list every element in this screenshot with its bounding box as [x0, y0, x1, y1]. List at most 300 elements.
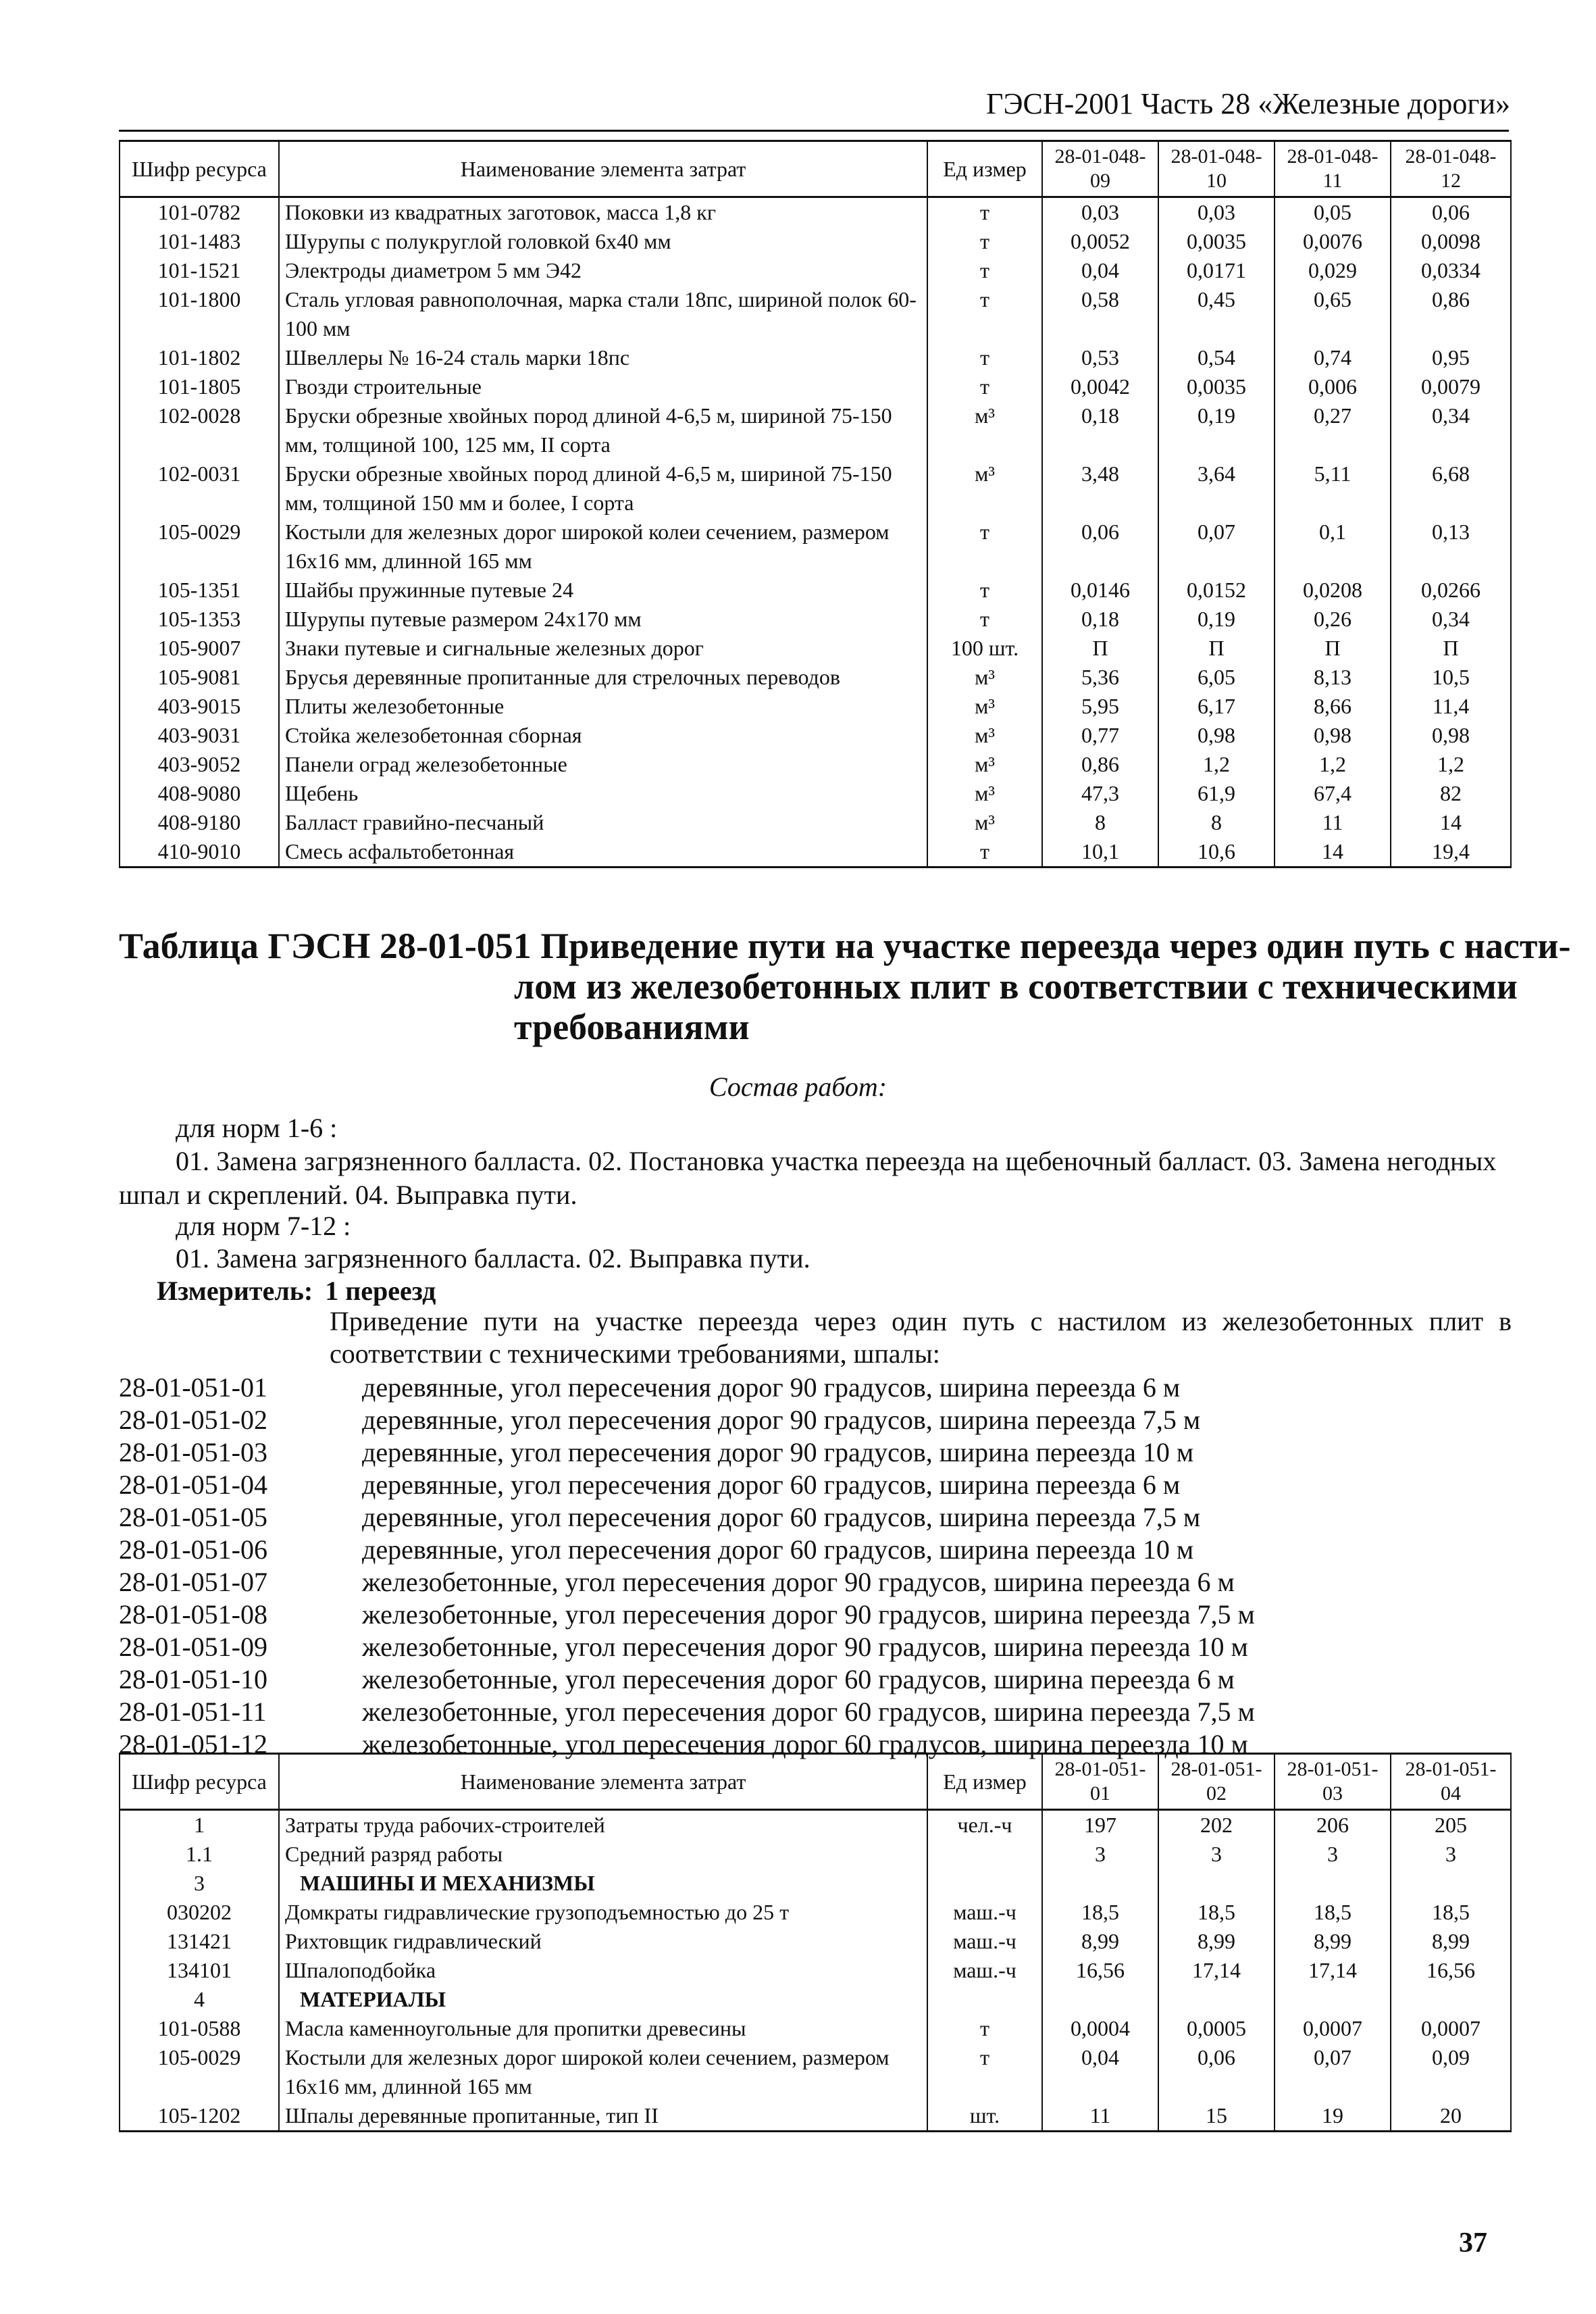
norm-value: 16,56	[1391, 1956, 1511, 1985]
norm-value: 10,1	[1042, 837, 1158, 867]
table-row	[120, 634, 1511, 663]
resource-name: Шайбы пружинные путевые 24	[279, 576, 927, 605]
norm-value	[1158, 1985, 1275, 2014]
norm-value: 20	[1391, 2101, 1511, 2132]
resource-name: Домкраты гидравлические грузоподъемностью до 25 т	[279, 1898, 927, 1927]
norm-value: 18,5	[1042, 1898, 1158, 1927]
resource-name: Стойка железобетонная сборная	[279, 721, 927, 750]
norm-list-item	[119, 1469, 1510, 1501]
norm-code: 28-01-051-04	[119, 1469, 267, 1500]
unit: т	[927, 837, 1042, 867]
norm-value: 18,5	[1391, 1898, 1511, 1927]
norm-value: 0,0007	[1391, 2014, 1511, 2043]
resource-name: Брусья деревянные пропитанные для стрелочных переводов	[279, 663, 927, 692]
unit: т	[927, 372, 1042, 401]
norm-code: 28-01-051-08	[119, 1599, 267, 1630]
resource-code: 105-1202	[120, 2101, 279, 2132]
unit: м³	[927, 663, 1042, 692]
table-row	[120, 1840, 1511, 1869]
norm-code: 28-01-051-12	[119, 1729, 267, 1759]
norm-value: 0,98	[1158, 721, 1275, 750]
resource-code: 101-1521	[120, 256, 279, 285]
norm-value: 0,0334	[1391, 256, 1511, 285]
table-row	[120, 227, 1511, 256]
unit: т	[927, 227, 1042, 256]
resource-code: 1	[120, 1810, 279, 1840]
norm-code: 28-01-051-01	[119, 1372, 267, 1403]
unit: м³	[927, 779, 1042, 808]
unit: м³	[927, 721, 1042, 750]
column-header: 28-01-048-09	[1042, 141, 1158, 197]
work-list	[119, 1145, 1510, 1212]
norm-value: 0,0076	[1275, 227, 1391, 256]
table-row	[120, 837, 1511, 867]
norm-list-item	[119, 1534, 1510, 1566]
table-row	[120, 401, 1511, 459]
column-header: 28-01-051-01	[1042, 1754, 1158, 1810]
table-title-line: Таблица ГЭСН 28-01-051 Приведение пути на участке переезда через один путь с насти-	[119, 926, 1571, 966]
norm-text: деревянные, угол пересечения дорог 90 градусов, ширина переезда 10 м	[362, 1437, 1194, 1467]
norm-value: 0,0266	[1391, 576, 1511, 605]
table-row	[120, 2101, 1511, 2132]
norm-text: железобетонные, угол пересечения дорог 60 градусов, ширина переезда 7,5 м	[362, 1696, 1255, 1727]
header-rule	[119, 130, 1509, 132]
norm-value: 0,06	[1042, 518, 1158, 576]
norm-text: железобетонные, угол пересечения дорог 90 градусов, ширина переезда 7,5 м	[362, 1599, 1255, 1630]
norm-value: 19	[1275, 2101, 1391, 2132]
norm-value: 6,17	[1158, 692, 1275, 721]
resource-code: 403-9031	[120, 721, 279, 750]
norm-text: железобетонные, угол пересечения дорог 90 градусов, ширина переезда 10 м	[362, 1632, 1248, 1662]
norm-value: 16,56	[1042, 1956, 1158, 1985]
norm-value: 0,07	[1275, 2043, 1391, 2101]
running-header: ГЭСН-2001 Часть 28 «Железные дороги»	[986, 87, 1510, 120]
resource-code: 101-1800	[120, 285, 279, 343]
norm-code: 28-01-051-05	[119, 1502, 267, 1532]
resource-name: Затраты труда рабочих-строителей	[279, 1810, 927, 1840]
norm-value	[1391, 1869, 1511, 1898]
norm-value: 0,04	[1042, 2043, 1158, 2101]
norm-value: П	[1275, 634, 1391, 663]
unit: т	[927, 197, 1042, 228]
resource-name: Швеллеры № 16-24 сталь марки 18пс	[279, 343, 927, 372]
resource-name: Шпалы деревянные пропитанные, тип II	[279, 2101, 927, 2132]
norm-value	[1042, 1869, 1158, 1898]
norm-value: 8,99	[1391, 1927, 1511, 1956]
norm-value: 8,13	[1275, 663, 1391, 692]
norm-value	[1275, 1985, 1391, 2014]
norm-value: П	[1042, 634, 1158, 663]
norms-range-label: для норм 1-6 :	[176, 1113, 338, 1143]
resource-name: Средний разряд работы	[279, 1840, 927, 1869]
norm-value: 0,13	[1391, 518, 1511, 576]
resource-name: Гвозди строительные	[279, 372, 927, 401]
resource-code: 101-1805	[120, 372, 279, 401]
norm-value: 8,99	[1275, 1927, 1391, 1956]
resource-name: Панели оград железобетонные	[279, 750, 927, 779]
resource-code: 105-0029	[120, 518, 279, 576]
norm-value: 3,48	[1042, 459, 1158, 518]
resource-code: 101-1802	[120, 343, 279, 372]
column-header: Шифр ресурса	[120, 141, 279, 197]
table-row	[120, 1927, 1511, 1956]
norm-value: 3	[1391, 1840, 1511, 1869]
unit: т	[927, 518, 1042, 576]
resource-name: Бруски обрезные хвойных пород длиной 4-6,5 м, шириной 75-150 мм, толщиной 100, 125 мм, II сорта	[279, 401, 927, 459]
resource-name: Электроды диаметром 5 мм Э42	[279, 256, 927, 285]
norm-code: 28-01-051-09	[119, 1632, 267, 1662]
norm-value: 6,05	[1158, 663, 1275, 692]
resource-name: Масла каменноугольные для пропитки древесины	[279, 2014, 927, 2043]
unit	[927, 1840, 1042, 1869]
resource-code: 101-0588	[120, 2014, 279, 2043]
table-title-line: требованиями	[514, 1007, 750, 1047]
norm-value: 0,09	[1391, 2043, 1511, 2101]
resource-code: 131421	[120, 1927, 279, 1956]
resource-code: 403-9015	[120, 692, 279, 721]
column-header: Шифр ресурса	[120, 1754, 279, 1810]
norm-code: 28-01-051-10	[119, 1664, 267, 1694]
unit: м³	[927, 692, 1042, 721]
resource-name: Балласт гравийно-песчаный	[279, 808, 927, 837]
norm-value: 0,05	[1275, 197, 1391, 228]
norm-text: деревянные, угол пересечения дорог 60 градусов, ширина переезда 10 м	[362, 1534, 1194, 1565]
norm-value: 197	[1042, 1810, 1158, 1840]
resource-code: 102-0031	[120, 459, 279, 518]
section-name: МАТЕРИАЛЫ	[279, 1985, 927, 2014]
norm-code: 28-01-051-02	[119, 1405, 267, 1435]
resource-name: Бруски обрезные хвойных пород длиной 4-6,5 м, шириной 75-150 мм, толщиной 150 мм и более, I сорта	[279, 459, 927, 518]
column-header: 28-01-048-12	[1391, 141, 1511, 197]
norm-code: 28-01-051-11	[119, 1696, 267, 1727]
table-row	[120, 808, 1511, 837]
column-header: Наименование элемента затрат	[279, 1754, 927, 1810]
table-row	[120, 1898, 1511, 1927]
column-header: Наименование элемента затрат	[279, 141, 927, 197]
unit: маш.-ч	[927, 1927, 1042, 1956]
norm-value: 0,34	[1391, 401, 1511, 459]
table-header-row	[120, 1754, 1511, 1810]
norm-value: 14	[1391, 808, 1511, 837]
norm-value: 11,4	[1391, 692, 1511, 721]
norm-value: 14	[1275, 837, 1391, 867]
norm-value: 3	[1042, 1840, 1158, 1869]
norm-value: 0,19	[1158, 401, 1275, 459]
norm-value: 0,54	[1158, 343, 1275, 372]
column-header: 28-01-051-02	[1158, 1754, 1275, 1810]
column-header: Ед измер	[927, 1754, 1042, 1810]
column-header: 28-01-051-04	[1391, 1754, 1511, 1810]
resource-name: Щебень	[279, 779, 927, 808]
resource-name: Плиты железобетонные	[279, 692, 927, 721]
norm-value: 19,4	[1391, 837, 1511, 867]
norm-value: 0,03	[1042, 197, 1158, 228]
norm-value: 205	[1391, 1810, 1511, 1840]
resource-code: 1.1	[120, 1840, 279, 1869]
norm-value: 0,06	[1158, 2043, 1275, 2101]
norm-value	[1391, 1985, 1511, 2014]
norm-value: 1,2	[1158, 750, 1275, 779]
norm-value: 0,58	[1042, 285, 1158, 343]
norm-value: 5,95	[1042, 692, 1158, 721]
column-header: 28-01-051-03	[1275, 1754, 1391, 1810]
norm-value: 0,0035	[1158, 372, 1275, 401]
resource-code: 105-1353	[120, 605, 279, 634]
norm-value: 0,0004	[1042, 2014, 1158, 2043]
norm-value: 3	[1158, 1840, 1275, 1869]
norm-value: 5,36	[1042, 663, 1158, 692]
norm-list-item	[119, 1631, 1510, 1663]
resource-code: 105-9007	[120, 634, 279, 663]
table-row	[120, 197, 1511, 228]
norm-list-item	[119, 1436, 1510, 1469]
norm-list-item	[119, 1501, 1510, 1534]
norm-value: 0,65	[1275, 285, 1391, 343]
table-row	[120, 285, 1511, 343]
table-row	[120, 459, 1511, 518]
norm-value: 1,2	[1391, 750, 1511, 779]
norm-value: П	[1158, 634, 1275, 663]
norm-value: 17,14	[1275, 1956, 1391, 1985]
norm-value: 0,86	[1042, 750, 1158, 779]
unit: т	[927, 2043, 1042, 2101]
resource-name: Костыли для железных дорог широкой колеи сечением, размером 16х16 мм, длинной 165 мм	[279, 518, 927, 576]
norm-value: 6,68	[1391, 459, 1511, 518]
measure-value: 1 переезд	[325, 1276, 436, 1306]
norm-value: 0,0098	[1391, 227, 1511, 256]
norm-text: железобетонные, угол пересечения дорог 60 градусов, ширина переезда 6 м	[362, 1664, 1235, 1694]
norm-value: 0,86	[1391, 285, 1511, 343]
norms-range-label: для норм 7-12 :	[176, 1211, 351, 1241]
norm-description: Приведение пути на участке переезда через один путь с настилом из железобетонных плит в соответствии с техническими требованиями, шпалы:	[330, 1306, 1512, 1369]
table-row	[120, 518, 1511, 576]
resource-code: 4	[120, 1985, 279, 2014]
norm-text: железобетонные, угол пересечения дорог 90 градусов, ширина переезда 6 м	[362, 1567, 1235, 1597]
resource-name: Шурупы путевые размером 24х170 мм	[279, 605, 927, 634]
norm-value: 17,14	[1158, 1956, 1275, 1985]
norm-value: 0,0152	[1158, 576, 1275, 605]
norm-value: 0,0042	[1042, 372, 1158, 401]
resource-code: 105-9081	[120, 663, 279, 692]
norm-value: 8	[1158, 808, 1275, 837]
norm-value: 0,03	[1158, 197, 1275, 228]
column-header: 28-01-048-11	[1275, 141, 1391, 197]
resource-name: Костыли для железных дорог широкой колеи сечением, размером 16х16 мм, длинной 165 мм	[279, 2043, 927, 2101]
norm-text: железобетонные, угол пересечения дорог 60 градусов, ширина переезда 10 м	[362, 1729, 1248, 1759]
resource-code: 101-1483	[120, 227, 279, 256]
norm-code: 28-01-051-07	[119, 1567, 267, 1597]
norm-value: 0,77	[1042, 721, 1158, 750]
norm-code: 28-01-051-06	[119, 1534, 267, 1565]
norm-value: 11	[1042, 2101, 1158, 2132]
resource-code: 410-9010	[120, 837, 279, 867]
unit: т	[927, 2014, 1042, 2043]
table-row	[120, 2043, 1511, 2101]
norm-value: 0,0208	[1275, 576, 1391, 605]
norm-value: 0,53	[1042, 343, 1158, 372]
unit: 100 шт.	[927, 634, 1042, 663]
norm-value: 8,66	[1275, 692, 1391, 721]
resource-code: 403-9052	[120, 750, 279, 779]
norm-value: 0,029	[1275, 256, 1391, 285]
norm-value: 0,34	[1391, 605, 1511, 634]
resource-name: Шпалоподбойка	[279, 1956, 927, 1985]
table-row	[120, 2014, 1511, 2043]
table-row	[120, 372, 1511, 401]
norm-text: деревянные, угол пересечения дорог 90 градусов, ширина переезда 7,5 м	[362, 1405, 1201, 1435]
norm-value	[1042, 1985, 1158, 2014]
norm-list	[119, 1372, 1510, 1761]
measure-unit	[157, 1275, 436, 1307]
norm-list-item	[119, 1372, 1510, 1404]
unit	[927, 1985, 1042, 2014]
resource-name: Рихтовщик гидравлический	[279, 1927, 927, 1956]
resource-code: 101-0782	[120, 197, 279, 228]
norm-value: 0,0035	[1158, 227, 1275, 256]
norm-list-item	[119, 1599, 1510, 1631]
resource-code: 3	[120, 1869, 279, 1898]
norm-list-item	[119, 1404, 1510, 1436]
table-row	[120, 750, 1511, 779]
norm-list-item	[119, 1663, 1510, 1696]
norm-text: деревянные, угол пересечения дорог 60 градусов, ширина переезда 7,5 м	[362, 1502, 1201, 1532]
table-row	[120, 721, 1511, 750]
unit: м³	[927, 808, 1042, 837]
resource-table-048	[119, 140, 1512, 868]
unit: маш.-ч	[927, 1956, 1042, 1985]
unit: м³	[927, 750, 1042, 779]
norm-value: 0,0146	[1042, 576, 1158, 605]
resource-name: Шурупы с полукруглой головкой 6х40 мм	[279, 227, 927, 256]
norm-value: 8	[1042, 808, 1158, 837]
table-row	[120, 779, 1511, 808]
norm-value: 0,74	[1275, 343, 1391, 372]
resource-name: Знаки путевые и сигнальные железных дорог	[279, 634, 927, 663]
unit: маш.-ч	[927, 1898, 1042, 1927]
unit: чел.-ч	[927, 1810, 1042, 1840]
resource-code: 134101	[120, 1956, 279, 1985]
norm-value: 0,18	[1042, 605, 1158, 634]
work-list-text: 01. Замена загрязненного балласта. 02. Постановка участка переезда на щебеночный балласт. 03. Замена негодных шпал и скреплений. 04. Выправка пути.	[119, 1146, 1497, 1210]
norm-value: 0,0171	[1158, 256, 1275, 285]
measure-label: Измеритель:	[157, 1276, 313, 1306]
norm-value	[1158, 1869, 1275, 1898]
table-row	[120, 256, 1511, 285]
resource-name: Сталь угловая равнополочная, марка стали 18пс, шириной полок 60-100 мм	[279, 285, 927, 343]
norm-value: 0,18	[1042, 401, 1158, 459]
norm-value: 1,2	[1275, 750, 1391, 779]
norm-value: 0,27	[1275, 401, 1391, 459]
norm-value: 0,07	[1158, 518, 1275, 576]
table-section-row	[120, 1985, 1511, 2014]
work-list-text: 01. Замена загрязненного балласта. 02. Выправка пути.	[176, 1243, 810, 1274]
unit: т	[927, 576, 1042, 605]
norm-value: 0,98	[1275, 721, 1391, 750]
norm-value: 8,99	[1042, 1927, 1158, 1956]
column-header: Ед измер	[927, 141, 1042, 197]
norm-value: 18,5	[1158, 1898, 1275, 1927]
table-row	[120, 605, 1511, 634]
resource-name: Поковки из квадратных заготовок, масса 1,8 кг	[279, 197, 927, 228]
norm-value: 0,19	[1158, 605, 1275, 634]
resource-code: 030202	[120, 1898, 279, 1927]
norm-value: 0,06	[1391, 197, 1511, 228]
unit: т	[927, 285, 1042, 343]
table-row	[120, 343, 1511, 372]
norm-list-item	[119, 1696, 1510, 1728]
table-row	[120, 1810, 1511, 1840]
norm-value: 3	[1275, 1840, 1391, 1869]
unit: т	[927, 343, 1042, 372]
section-name: МАШИНЫ И МЕХАНИЗМЫ	[279, 1869, 927, 1898]
table-header-row	[120, 141, 1511, 197]
norm-value: 0,0005	[1158, 2014, 1275, 2043]
norm-value: 18,5	[1275, 1898, 1391, 1927]
norm-code: 28-01-051-03	[119, 1437, 267, 1467]
table-row	[120, 1956, 1511, 1985]
table-title-line: лом из железобетонных плит в соответствии с техническими	[514, 966, 1518, 1007]
table-body	[120, 1810, 1511, 2132]
norm-value: 0,1	[1275, 518, 1391, 576]
norm-value	[1275, 1869, 1391, 1898]
resource-code: 408-9180	[120, 808, 279, 837]
norm-value: 10,6	[1158, 837, 1275, 867]
norm-value: 15	[1158, 2101, 1275, 2132]
norm-value: 11	[1275, 808, 1391, 837]
norm-text: деревянные, угол пересечения дорог 90 градусов, ширина переезда 6 м	[362, 1372, 1181, 1403]
norm-value: 0,98	[1391, 721, 1511, 750]
norm-value: 0,95	[1391, 343, 1511, 372]
work-composition-heading: Состав работ:	[709, 1072, 887, 1102]
unit: т	[927, 256, 1042, 285]
norm-value: 0,04	[1042, 256, 1158, 285]
resource-name: Смесь асфальтобетонная	[279, 837, 927, 867]
page-number: 37	[1459, 2228, 1487, 2259]
norm-value: 0,0079	[1391, 372, 1511, 401]
unit: м³	[927, 401, 1042, 459]
unit: м³	[927, 459, 1042, 518]
table-row	[120, 692, 1511, 721]
table-body	[120, 197, 1511, 867]
table-title	[119, 926, 1571, 1047]
table-section-row	[120, 1869, 1511, 1898]
norm-text: деревянные, угол пересечения дорог 60 градусов, ширина переезда 6 м	[362, 1469, 1181, 1500]
column-header: 28-01-048-10	[1158, 141, 1275, 197]
resource-code: 105-1351	[120, 576, 279, 605]
norm-value: 0,26	[1275, 605, 1391, 634]
norm-value: 202	[1158, 1810, 1275, 1840]
norm-value: 0,45	[1158, 285, 1275, 343]
norm-value: 47,3	[1042, 779, 1158, 808]
norm-value: 0,006	[1275, 372, 1391, 401]
resource-table-051	[119, 1753, 1512, 2132]
resource-code: 408-9080	[120, 779, 279, 808]
norm-value: 206	[1275, 1810, 1391, 1840]
resource-code: 102-0028	[120, 401, 279, 459]
norm-value: 61,9	[1158, 779, 1275, 808]
norm-value: П	[1391, 634, 1511, 663]
norm-value: 10,5	[1391, 663, 1511, 692]
resource-code: 105-0029	[120, 2043, 279, 2101]
norm-value: 8,99	[1158, 1927, 1275, 1956]
norm-value: 3,64	[1158, 459, 1275, 518]
unit: т	[927, 605, 1042, 634]
unit	[927, 1869, 1042, 1898]
table-row	[120, 576, 1511, 605]
unit: шт.	[927, 2101, 1042, 2132]
table-row	[120, 663, 1511, 692]
norm-value: 0,0007	[1275, 2014, 1391, 2043]
